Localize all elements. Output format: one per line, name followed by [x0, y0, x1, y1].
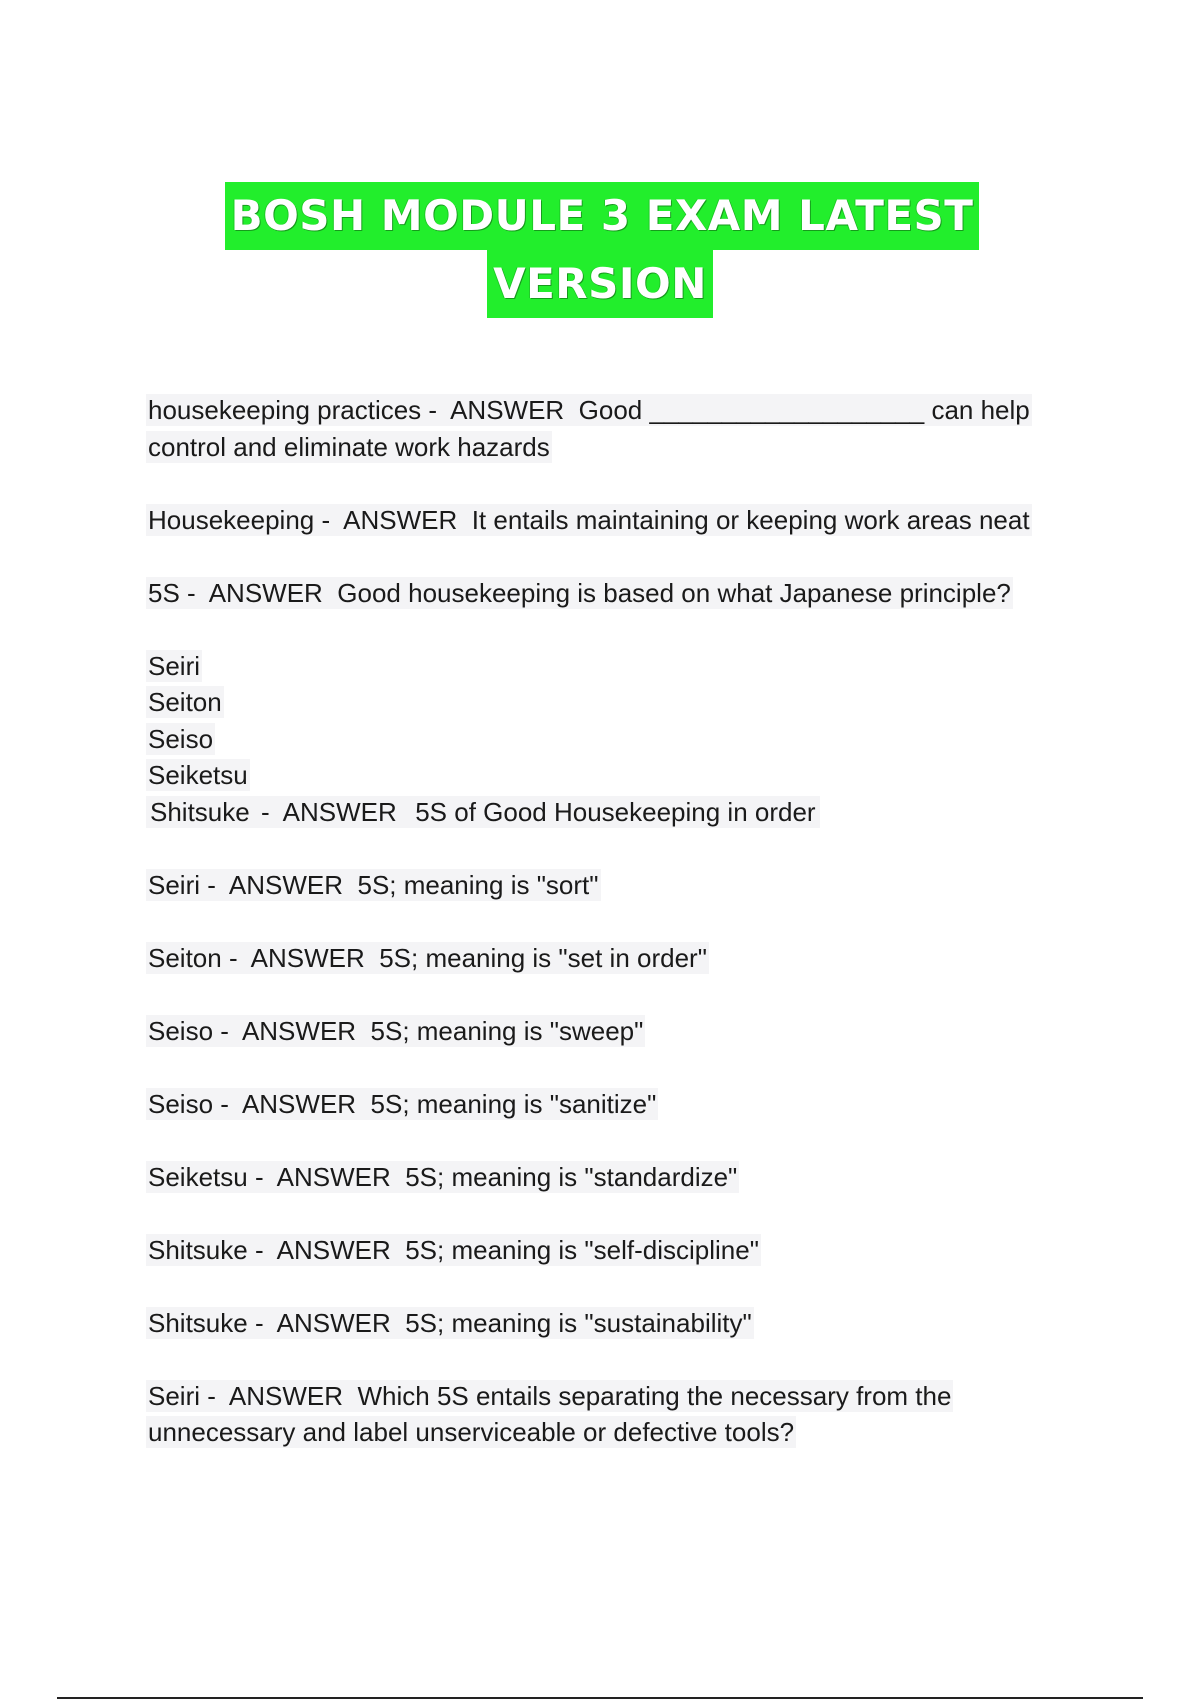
qa-content [146, 392, 1066, 1487]
qa-separator: - ANSWER [179, 577, 338, 608]
qa-separator: - ANSWER [247, 1234, 406, 1265]
qa-item [146, 940, 1066, 977]
qa-answer: Which 5S entails separating the necessary from the unnecessary and label unserviceable or defective tools? [148, 1380, 952, 1447]
qa-item [146, 1086, 1066, 1123]
qa-answer: It entails maintaining or keeping work areas neat [471, 504, 1030, 535]
qa-item-list [146, 648, 1066, 831]
qa-answer: 5S; meaning is "self-discipline" [405, 1234, 759, 1265]
qa-answer: 5S; meaning is "sweep" [370, 1015, 644, 1046]
qa-separator: - ANSWER [247, 1307, 406, 1338]
qa-separator: - ANSWER [213, 1015, 371, 1046]
qa-term: Seiso [148, 1015, 214, 1046]
qa-answer: Good housekeeping is based on what Japanese principle? [337, 577, 1011, 608]
qa-term: Shitsuke [148, 1307, 248, 1338]
list-answer: 5S of Good Housekeeping in order [415, 796, 816, 827]
qa-term: Housekeeping [148, 504, 315, 535]
footer-divider [57, 1697, 1143, 1699]
qa-answer: 5S; meaning is "set in order" [379, 942, 707, 973]
list-last-term: Shitsuke [150, 796, 250, 827]
qa-item [146, 1013, 1066, 1050]
qa-answer: 5S; meaning is "sort" [357, 869, 599, 900]
qa-item [146, 1159, 1066, 1196]
qa-item [146, 392, 1066, 465]
qa-item [146, 1305, 1066, 1342]
qa-answer: Good ___________________ can help control and eliminate work hazards [148, 395, 1030, 462]
qa-term: Seiri [148, 1380, 201, 1411]
qa-separator: - ANSWER [221, 942, 380, 973]
qa-answer: 5S; meaning is "sustainability" [405, 1307, 752, 1338]
title-line-2: VERSION [487, 250, 713, 318]
qa-term: Seiketsu [148, 1161, 248, 1192]
qa-term: 5S [148, 577, 180, 608]
list-term: Seiso [148, 723, 214, 754]
qa-item [146, 575, 1066, 612]
qa-separator: - ANSWER [253, 796, 412, 827]
list-term: Seiri [148, 650, 201, 681]
qa-separator: - ANSWER [314, 504, 472, 535]
document-title [0, 182, 1200, 318]
list-term: Seiton [148, 687, 222, 717]
qa-item [146, 1378, 1066, 1451]
qa-separator: - ANSWER [200, 869, 358, 900]
qa-item [146, 1232, 1066, 1269]
qa-answer: 5S; meaning is "sanitize" [370, 1088, 657, 1119]
qa-term: Seiso [148, 1088, 214, 1119]
qa-term: Shitsuke [148, 1234, 248, 1265]
qa-term: Seiton [148, 942, 222, 973]
qa-item [146, 867, 1066, 904]
title-line-1: BOSH MODULE 3 EXAM LATEST [225, 182, 980, 250]
qa-separator: - ANSWER [213, 1088, 371, 1119]
qa-answer: 5S; meaning is "standardize" [405, 1161, 738, 1192]
qa-item [146, 502, 1066, 539]
list-term: Seiketsu [148, 760, 248, 790]
qa-separator: - ANSWER [421, 395, 579, 425]
qa-separator: - ANSWER [247, 1161, 406, 1192]
qa-term: Seiri [148, 869, 201, 900]
qa-term: housekeeping practices [148, 395, 422, 425]
qa-separator: - ANSWER [200, 1380, 358, 1411]
